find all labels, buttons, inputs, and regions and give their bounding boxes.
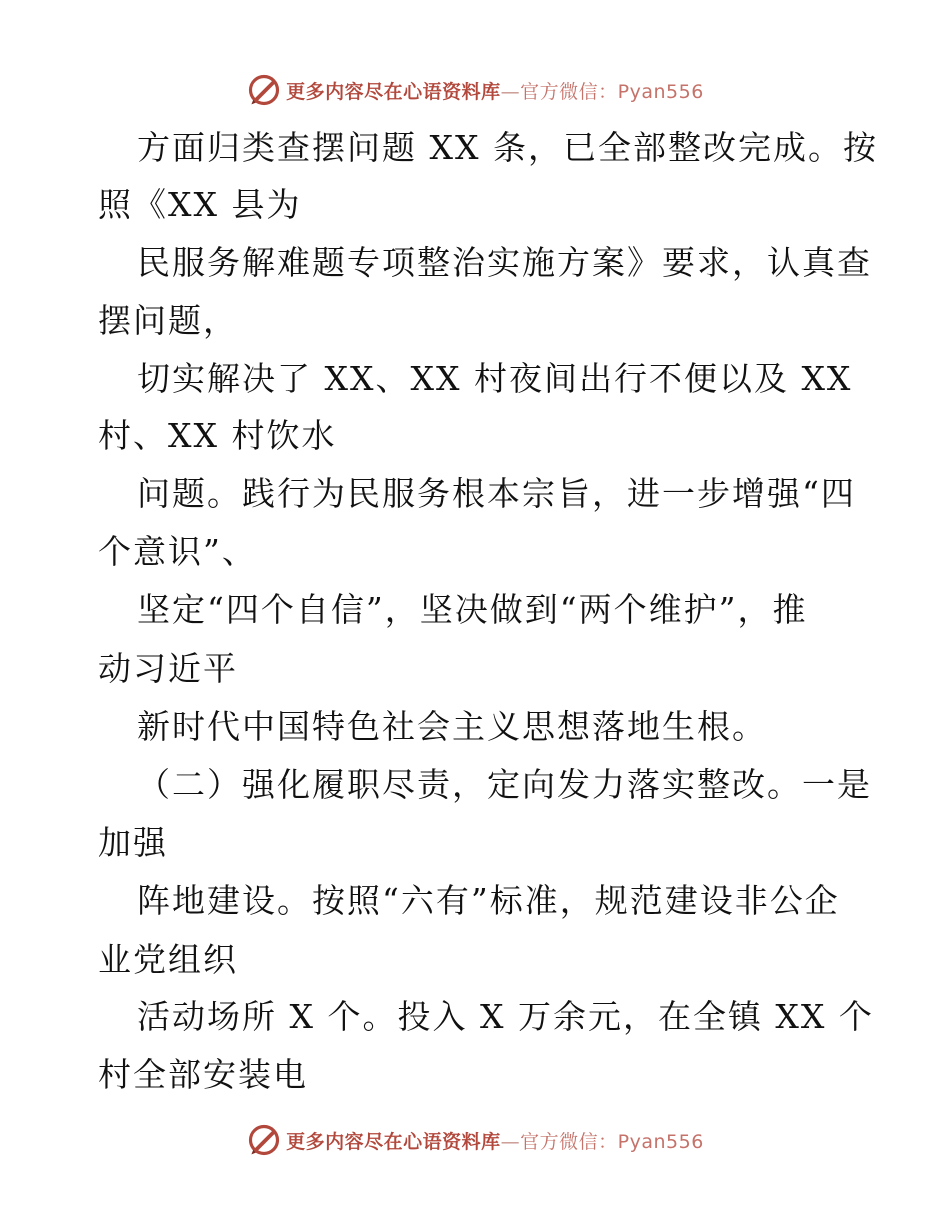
paragraph-line: 方面归类查摆问题 XX 条，已全部整改完成。按 bbox=[137, 128, 878, 167]
watermark-contact: 官方微信：Pyan556 bbox=[520, 1130, 704, 1153]
watermark-separator: — bbox=[500, 1130, 521, 1153]
paragraph-line: 动习近平 bbox=[98, 649, 238, 688]
paragraph-line: 村、XX 村饮水 bbox=[98, 416, 337, 455]
paragraph-line: 个意识”、 bbox=[98, 532, 257, 571]
paragraph-line: （二）强化履职尽责，定向发力落实整改。一是 bbox=[137, 765, 872, 804]
paragraph-line: 摆问题， bbox=[98, 301, 238, 340]
paragraph-line: 新时代中国特色社会主义思想落地生根。 bbox=[137, 707, 767, 746]
paragraph-line: 照《XX 县为 bbox=[98, 185, 302, 224]
watermark-text bbox=[286, 77, 704, 104]
watermark-brand: 更多内容尽在心语资料库 bbox=[286, 1130, 501, 1153]
pen-logo-icon bbox=[246, 1122, 282, 1158]
paragraph-line: 活动场所 X 个。投入 X 万余元，在全镇 XX 个 bbox=[137, 997, 874, 1036]
paragraph-line: 阵地建设。按照“六有”标准，规范建设非公企 bbox=[137, 881, 840, 920]
paragraph-line: 切实解决了 XX、XX 村夜间出行不便以及 XX bbox=[137, 359, 853, 398]
paragraph-line: 坚定“四个自信”，坚决做到“两个维护”，推 bbox=[137, 590, 808, 629]
watermark-text bbox=[286, 1127, 704, 1154]
paragraph-line: 业党组织 bbox=[98, 940, 238, 979]
paragraph-line: 加强 bbox=[98, 823, 168, 862]
watermark-separator: — bbox=[500, 80, 521, 103]
watermark-brand: 更多内容尽在心语资料库 bbox=[286, 80, 501, 103]
pen-logo-icon bbox=[246, 72, 282, 108]
footer-watermark bbox=[0, 1120, 950, 1160]
header-watermark bbox=[0, 70, 950, 110]
paragraph-line: 村全部安装电 bbox=[98, 1055, 308, 1094]
watermark-contact: 官方微信：Pyan556 bbox=[520, 80, 704, 103]
paragraph-line: 民服务解难题专项整治实施方案》要求，认真查 bbox=[137, 243, 872, 282]
paragraph-line: 问题。践行为民服务根本宗旨，进一步增强“四 bbox=[137, 474, 856, 513]
